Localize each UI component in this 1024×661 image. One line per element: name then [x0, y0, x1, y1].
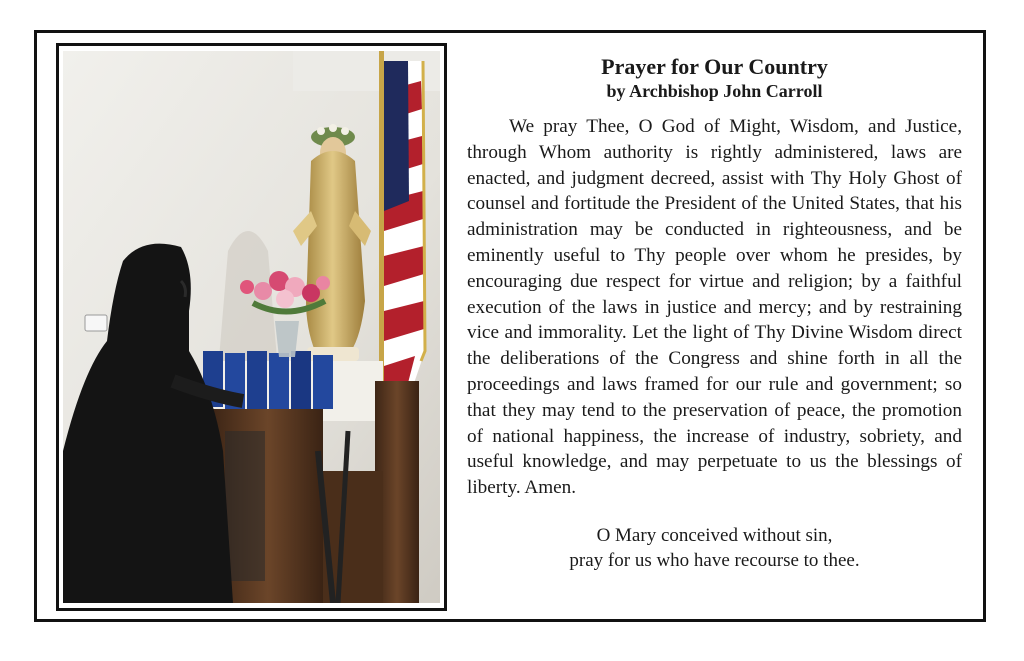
photo-nun-praying-before-mary-statue — [63, 51, 440, 603]
prayer-body: We pray Thee, O God of Might, Wisdom, and Justice, through Whom authority is rightly administered, laws are enacted, and judgment decreed, assist with Thy Holy Ghost of counsel and fortitude the President of the United States, that his administration may be conducted in righteousness, and be eminently useful to Thy people over whom he presides, by encouraging due respect for virtue and religion; by a faithful execution of the laws in justice and mercy; and by restraining vice and immorality. Let the light of Thy Divine Wisdom direct the deliberations of the Congress and shine forth in all the proceedings and laws framed for our rule and government; so that they may tend to the preservation of peace, the promotion of national happiness, the increase of industry, sobriety, and useful knowledge, and may perpetuate to us the blessings of liberty. Amen. — [467, 116, 962, 499]
prayer-author: by Archbishop John Carroll — [606, 81, 823, 101]
closing-line-1: O Mary conceived without sin, — [596, 524, 833, 546]
thermostat — [85, 315, 107, 331]
wooden-prie-dieu — [213, 381, 419, 603]
closing-line-2: pray for us who have recourse to thee. — [569, 549, 860, 571]
prayer-title: Prayer for Our Country — [601, 54, 828, 79]
prayer-text-column — [467, 51, 962, 573]
closing-invocation — [467, 523, 962, 573]
